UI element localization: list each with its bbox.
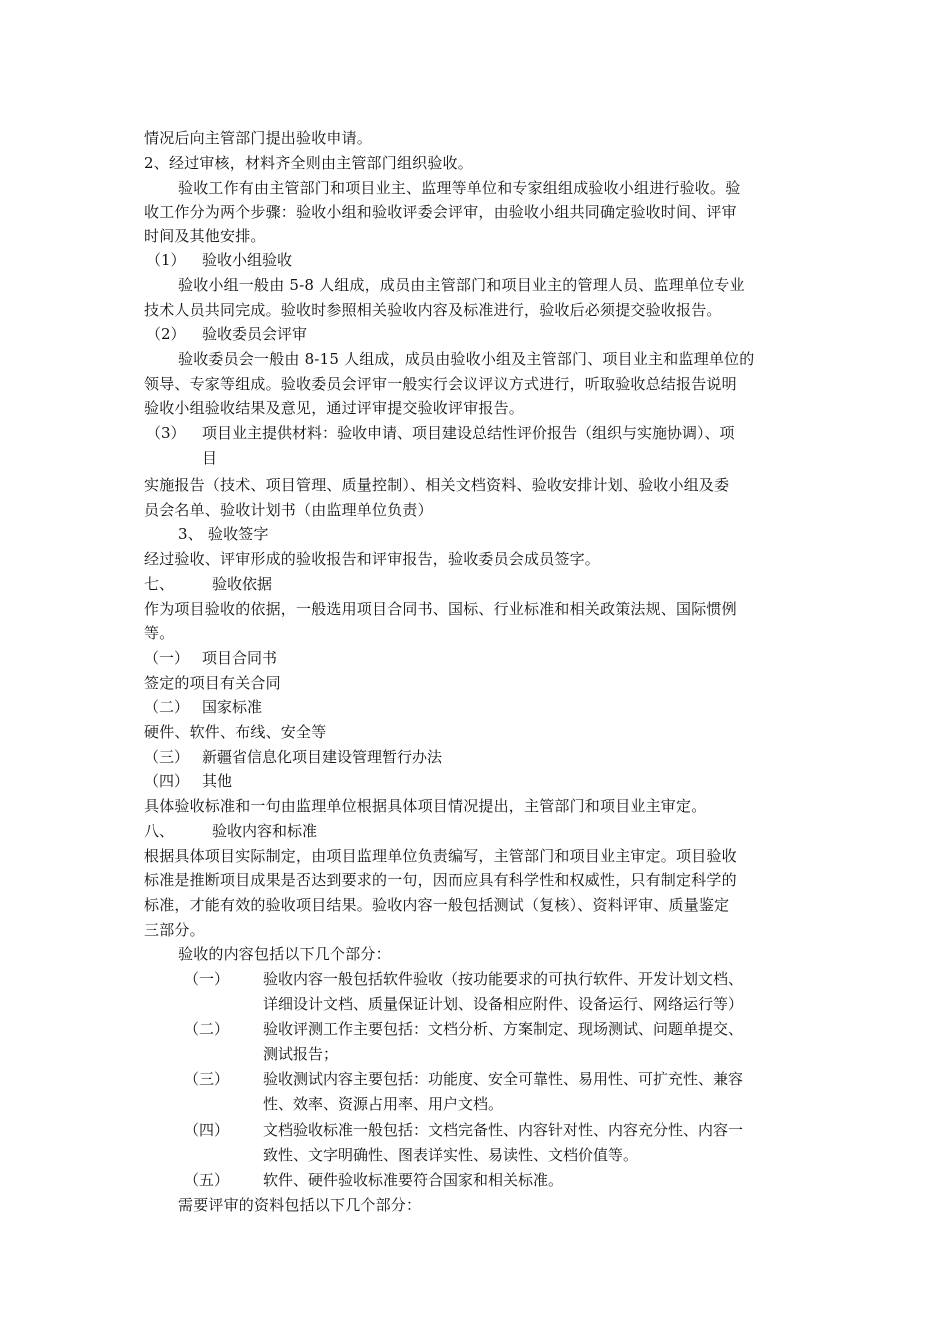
- chapter-heading: 验收依据: [212, 575, 273, 593]
- section-heading: 新疆省信息化项目建设管理暂行办法: [202, 748, 443, 766]
- section-heading: 项目业主提供材料：验收申请、项目建设总结性评价报告（组织与实施协调）、项: [202, 424, 735, 442]
- paragraph-line: 硬件、软件、布线、安全等: [144, 723, 327, 741]
- paragraph-line: 具体验收标准和一句由监理单位根据具体项目情况提出，主管部门和项目业主审定。: [144, 797, 707, 815]
- list-item-text: 性、效率、资源占用率、用户文档。: [263, 1095, 504, 1113]
- paragraph-line: 验收工作有由主管部门和项目业主、监理等单位和专家组组成验收小组进行验收。验: [178, 179, 741, 197]
- list-item-text: 测试报告；: [263, 1045, 339, 1063]
- list-item-text: 致性、文字明确性、图表详实性、易读性、文档价值等。: [263, 1146, 639, 1164]
- list-item-label: （一）: [184, 970, 230, 988]
- paragraph-line: 验收小组验收结果及意见，通过评审提交验收评审报告。: [144, 399, 525, 417]
- paragraph-line: 2、经过审核，材料齐全则由主管部门组织验收。: [144, 154, 473, 172]
- paragraph-line: 验收小组一般由 5-8 人组成，成员由主管部门和项目业主的管理人员、监理单位专业: [178, 276, 745, 294]
- paragraph-line: 实施报告（技术、项目管理、质量控制）、相关文档资料、验收安排计划、验收小组及委: [144, 476, 730, 494]
- paragraph-line: 作为项目验收的依据，一般选用项目合同书、国标、行业标准和相关政策法规、国际惯例: [144, 600, 737, 618]
- paragraph-line: 标准，才能有效的验收项目结果。验收内容一般包括测试（复核）、资料评审、质量鉴定: [144, 896, 730, 914]
- list-item-text: 详细设计文档、质量保证计划、设备相应附件、设备运行、网络运行等）: [263, 995, 744, 1013]
- list-item-label: （二）: [184, 1020, 230, 1038]
- paragraph-line: 等。: [144, 624, 175, 642]
- paragraph-line: 根据具体项目实际制定，由项目监理单位负责编写，主管部门和项目业主审定。项目验收: [144, 847, 737, 865]
- paragraph-line: 标准是推断项目成果是否达到要求的一句，因而应具有科学性和权威性，只有制定科学的: [144, 871, 737, 889]
- paragraph-line: 技术人员共同完成。验收时参照相关验收内容及标准进行，验收后必须提交验收报告。: [144, 301, 722, 319]
- list-item-text: 软件、硬件验收标准要符合国家和相关标准。: [263, 1171, 564, 1189]
- section-heading: 项目合同书: [202, 649, 278, 667]
- chapter-label: 七、: [144, 575, 175, 593]
- list-item-text: 验收评测工作主要包括：文档分析、方案制定、现场测试、问题单提交、: [263, 1020, 744, 1038]
- list-item-text: 验收测试内容主要包括：功能度、安全可靠性、易用性、可扩充性、兼容: [263, 1070, 744, 1088]
- paragraph-line: 需要评审的资料包括以下几个部分：: [178, 1196, 422, 1214]
- section-heading: 国家标准: [202, 698, 263, 716]
- paragraph-line: 时间及其他安排。: [144, 227, 266, 245]
- section-label: （2）: [146, 325, 186, 343]
- section-heading: 其他: [202, 772, 233, 790]
- section-label: （三）: [144, 748, 190, 766]
- section-label: （一）: [144, 649, 190, 667]
- paragraph-line: 情况后向主管部门提出验收申请。: [144, 129, 373, 147]
- list-item-text: 验收内容一般包括软件验收（按功能要求的可执行软件、开发计划文档、: [263, 970, 744, 988]
- paragraph-line: 验收委员会一般由 8-15 人组成，成员由验收小组及主管部门、项目业主和监理单位的: [178, 350, 755, 368]
- paragraph-line: 收工作分为两个步骤：验收小组和验收评委会评审，由验收小组共同确定验收时间、评审: [144, 203, 737, 221]
- list-item-label: （四）: [184, 1121, 230, 1139]
- list-item-label: （三）: [184, 1070, 230, 1088]
- paragraph-line: 目: [202, 449, 218, 467]
- paragraph-line: 经过验收、评审形成的验收报告和评审报告，验收委员会成员签字。: [144, 550, 601, 568]
- list-item-text: 文档验收标准一般包括：文档完备性、内容针对性、内容充分性、内容一: [263, 1121, 744, 1139]
- section-label: （四）: [144, 772, 190, 790]
- chapter-heading: 验收内容和标准: [212, 822, 318, 840]
- section-label: （3）: [146, 424, 186, 442]
- chapter-label: 八、: [144, 822, 175, 840]
- paragraph-line: 验收的内容包括以下几个部分：: [178, 945, 391, 963]
- section-label: （1）: [146, 251, 186, 269]
- section-heading: 验收小组验收: [202, 251, 293, 269]
- paragraph-line: 3、 验收签字: [178, 525, 269, 543]
- list-item-label: （五）: [184, 1171, 230, 1189]
- paragraph-line: 签定的项目有关合同: [144, 674, 281, 692]
- paragraph-line: 三部分。: [144, 921, 205, 939]
- section-heading: 验收委员会评审: [202, 325, 308, 343]
- paragraph-line: 员会名单、验收计划书（由监理单位负责）: [144, 501, 433, 519]
- section-label: （二）: [144, 698, 190, 716]
- paragraph-line: 领导、专家等组成。验收委员会评审一般实行会议评议方式进行，听取验收总结报告说明: [144, 375, 737, 393]
